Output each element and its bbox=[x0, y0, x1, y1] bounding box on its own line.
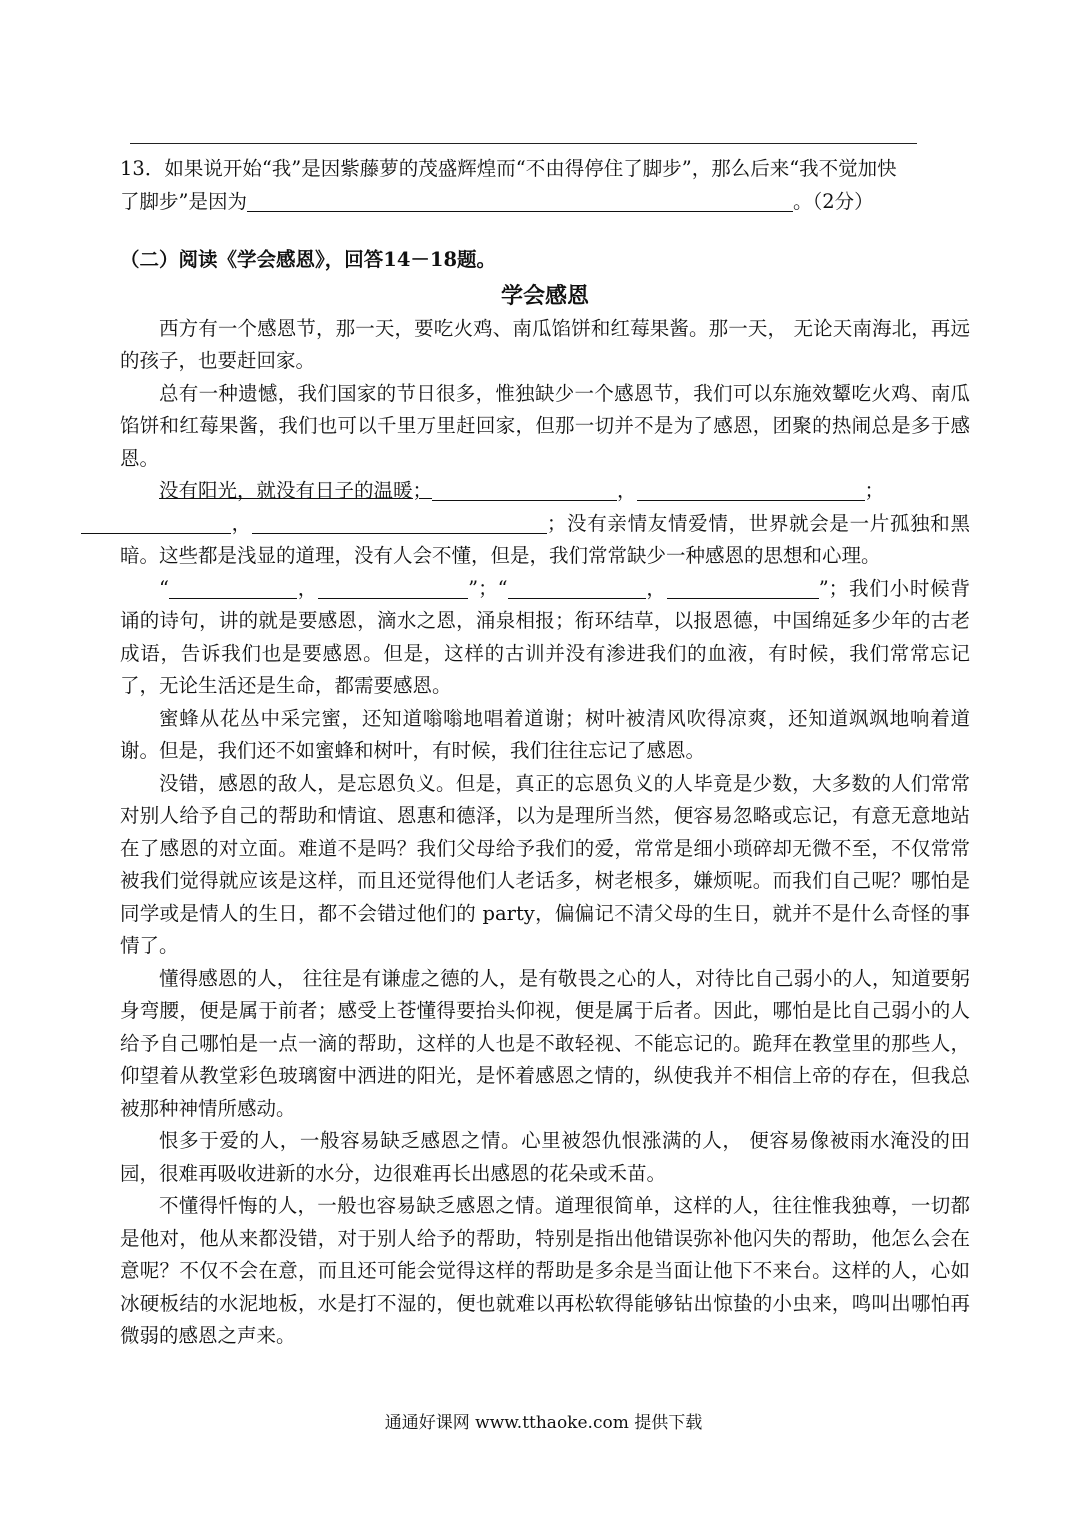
answer-blank-4[interactable] bbox=[252, 511, 547, 534]
answer-blank-5[interactable] bbox=[169, 576, 297, 599]
paragraph-4 bbox=[120, 573, 970, 703]
paragraph-3-text: ；没有亲情友情爱情，世界就会是一片孤独和黑暗。这些都是浅显的道理，没有人会不懂，但是，我们常常缺少一种感恩的思想和心理。 bbox=[120, 511, 970, 567]
paragraph-9: 不懂得忏悔的人，一般也容易缺乏感恩之情。道理很简单，这样的人，往往惟我独尊，一切都是他对，他从来都没错，对于别人给予的帮助，特别是指出他错误弥补他闪失的帮助，他怎么会在意呢？不仅不会在意，而且还可能会觉得这样的帮助是多余是当面让他下不来台。这样的人，心如冰硬板结的水泥地板，水是打不湿的，便也就难以再松软得能够钻出惊蛰的小虫来，鸣叫出哪怕再微弱的感恩之声来。 bbox=[120, 1194, 970, 1347]
answer-blank-13[interactable] bbox=[247, 189, 793, 212]
paragraph-2: 总有一种遗憾，我们国家的节日很多，惟独缺少一个感恩节，我们可以东施效颦吃火鸡、南瓜馅饼和红莓果酱，我们也可以千里万里赶回家，但那一切并不是为了感恩，团聚的热闹总是多于感恩。 bbox=[120, 381, 970, 470]
answer-blank-6[interactable] bbox=[318, 576, 468, 599]
document-page bbox=[120, 128, 970, 1353]
paragraph-8: 恨多于爱的人，一般容易缺乏感恩之情。心里被怨仇恨涨满的人， 便容易像被雨水淹没的田园，很难再吸收进新的水分，边很难再长出感恩的花朵或禾苗。 bbox=[120, 1129, 970, 1185]
paragraph-6: 没错，感恩的敌人，是忘恩负义。但是，真正的忘恩负义的人毕竟是少数，大多数的人们常常对别人给予自己的帮助和情谊、恩惠和德泽，以为是理所当然，便容易忽略或忘记，有意无意地站在了感恩的对立面。难道不是吗？我们父母给予我们的爱，常常是细小琐碎却无微不至，不仅常常被我们觉得就应该是这样，而且还觉得他们人老话多，树老根多，嫌烦呢。而我们自己呢？哪怕是同学或是情人的生日，都不会错过他们的 party，偏偏记不清父母的生日，就并不是什么奇怪的事情了。 bbox=[120, 771, 970, 957]
separator: ， bbox=[617, 479, 637, 502]
separator: ； bbox=[864, 479, 885, 502]
underlined-sentence: 没有阳光，就没有日子的温暖； bbox=[159, 479, 433, 502]
separator: ， bbox=[231, 511, 252, 535]
answer-blank-1[interactable] bbox=[432, 478, 617, 501]
question-13-line2 bbox=[120, 186, 970, 219]
paragraph-5: 蜜蜂从花丛中采完蜜，还知道嗡嗡地唱着道谢；树叶被清风吹得凉爽，还知道飒飒地响着道谢。但是，我们还不如蜜蜂和树叶，有时候，我们往往忘记了感恩。 bbox=[120, 706, 970, 762]
question-13-score: 。（2分） bbox=[792, 189, 874, 213]
separator: ， bbox=[645, 576, 667, 600]
page-footer: 通通好课网 www.tthaoke.com 提供下载 bbox=[384, 1413, 703, 1433]
paragraph-4-text: ”；我们小时候背诵的诗句，讲的就是要感恩，滴水之恩，涌泉相报；衔环结草，以报恩德，中国绵延多少年的古老成语，告诉我们也是要感恩。但是，这样的古训并没有渗进我们的血液，有时候，我们常常忘记了，无论生活还是生命，都需要感恩。 bbox=[120, 576, 970, 697]
answer-blank-8[interactable] bbox=[667, 576, 819, 599]
question-13-line1: 13．如果说开始“我”是因紫藤萝的茂盛辉煌而“不由得停住了脚步”，那么后来“我不觉加快 bbox=[120, 157, 897, 180]
separator: ， bbox=[296, 576, 319, 600]
answer-blank-3[interactable] bbox=[81, 511, 231, 534]
question-13 bbox=[120, 153, 970, 218]
section-heading: （二）阅读《学会感恩》，回答14－18题。 bbox=[120, 248, 497, 271]
quote-mark: ”；“ bbox=[468, 576, 508, 600]
quote-mark: “ bbox=[159, 576, 169, 600]
paragraph-1: 西方有一个感恩节，那一天，要吃火鸡、南瓜馅饼和红莓果酱。那一天， 无论天南海北，再远的孩子，也要赶回家。 bbox=[120, 316, 970, 372]
article-title: 学会感恩 bbox=[500, 282, 589, 309]
answer-blank-2[interactable] bbox=[637, 478, 865, 501]
question-13-prompt: 了脚步”是因为 bbox=[120, 189, 247, 213]
answer-blank-7[interactable] bbox=[508, 576, 646, 599]
paragraph-3 bbox=[120, 475, 970, 573]
paragraph-7: 懂得感恩的人， 往往是有谦虚之德的人，是有敬畏之心的人，对待比自己弱小的人，知道要躬身弯腰，便是属于前者；感受上苍懂得要抬头仰视，便是属于后者。因此，哪怕是比自己弱小的人给予自己哪怕是一点一滴的帮助，这样的人也是不敢轻视、不能忘记的。跪拜在教堂里的那些人，仰望着从教堂彩色玻璃窗中洒进的阳光，是怀着感恩之情的，纵使我并不相信上帝的存在，但我总被那种神情所感动。 bbox=[120, 966, 970, 1120]
